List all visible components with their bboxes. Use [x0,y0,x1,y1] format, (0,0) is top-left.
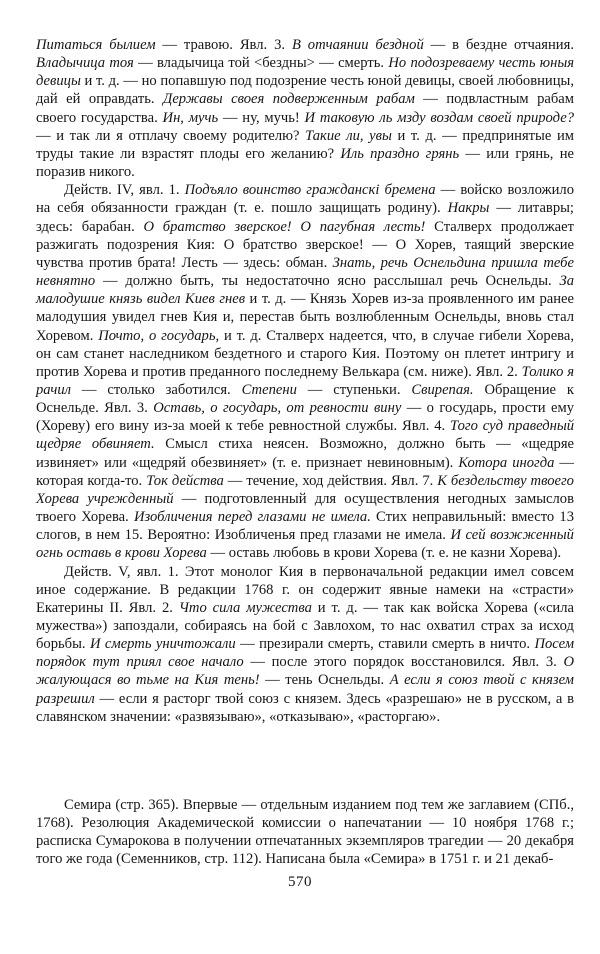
commentary-text: — если я расторг твой союз с князем. Здесь «разрешаю» не в русском, а в славянском значении: «развязываю», «отказываю», «расторгаю». [36,690,574,725]
commentary-text: и т. д. — предпринятые им труды такие ли взрастят плоды его желанию? [36,127,574,162]
commentary-paragraph [36,181,574,562]
commentary-text: — владычица той <бездны> — смерть. [133,55,389,72]
commentary-text: — столько заботился. [71,381,242,398]
commentary-text: — подвластным рабам своего государства. [36,91,575,126]
italic-citation: Степени [241,381,297,398]
italic-citation: Питаться былием [36,37,156,53]
commentary-text: Семира (стр. 365). Впервые — отдельным изданием под тем же заглавием (СПб., 1768). Резолюция Академической комиссии о напечатании — 10 ноября 1768 г.; расписка Сумарокова в получении отпечатанных экземпляров трагедии — 20 декабря того же года (Семенников, стр. 112). Написана была «Семира» в 1751 г. и 21 декаб- [36,797,574,868]
commentary-text: — ступеньки. [296,381,412,398]
italic-citation: Посем порядок тут приял свое начало [36,636,575,671]
commentary-text: Действ. V, явл. 1. Этот монолог Кия в первоначальной редакции имел совсем иное содержание. В редакции 1768 г. он содержит явные намеки на «страсти» Екатерины II. Явл. 2. [36,563,574,616]
commentary-text: — о государь, прости ему (Хореву) его вину из-за моей к тебе ревностной службы. Явл. 4. [36,400,574,435]
italic-citation: Ин, мучь [162,109,219,126]
italic-citation: К бездельству твоего Хорева учрежденный [36,472,574,507]
commentary-text: — тень Оснельды. [259,672,390,689]
commentary-text: Действ. IV, явл. 1. [64,182,185,199]
commentary-text: и т. д. Сталверх надеется, что, в случае гибели Хорева, он сам станет наследником бездетного и старого Кия. Поэтому он плетет интригу и против Хорева и против преданного последнему Велькара (см. ниже). Явл. 2. [36,327,574,380]
commentary-paragraph [36,36,574,181]
commentary-text: — течение, ход действия. Явл. 7. [223,472,438,489]
commentary-text: — подготовленный для осуществления негодных замыслов твоего Хорева. [36,490,574,526]
italic-citation: Оставь, о государь, от ревности вину [153,400,402,417]
commentary-text: Смысл стиха неясен. Возможно, должно быть — «щедряе извиняет» или «щедряй обезвиняет» (т. е. признает невиновным). [36,436,575,471]
italic-citation: И сей возжженный огнь оставь в крови Хорева [36,527,574,562]
commentary-text: — или грянь, не поразив никого. [36,145,574,181]
commentary-text: — литавры; здесь: барабан. [36,200,574,235]
italic-citation: Подъяло воинство гражданскі бремена [184,182,436,199]
commentary-text: и т. д. — но попавшую под подозрение честь юной девицы, своей любовницы, дай ей оправдать. [36,73,574,108]
page-number: 570 [288,874,312,890]
italic-citation: Того суд праведный щедряе обвиняет. [36,418,574,453]
semira-paragraph [36,796,574,869]
italic-citation: О жалующася во тьме на Кия тень! [36,654,574,689]
italic-citation: О братство зверское! О пагубная лесть! [143,218,426,235]
italic-citation: Почто, о государь, [98,327,220,344]
commentary-text: Обращение к Оснельде. Явл. 3. [36,381,574,417]
italic-citation: Изобличения перед глазами не имела. [134,509,371,526]
commentary-text: — должно быть, ты недостаточно ясно расслышал речь Оснельды. [95,273,560,290]
italic-citation: Накры [447,200,490,217]
italic-citation: Толико я рачил [36,363,574,398]
commentary-paragraph [36,563,574,726]
italic-citation: Иль праздно грянь [340,145,460,162]
commentary-text: — после этого порядок восстановился. Явл. 3. [243,654,564,671]
italic-citation: Свирепая. [411,381,474,398]
italic-citation: Ток действа [146,472,224,489]
italic-citation: Державы своея подверженным рабам [163,91,415,108]
italic-citation: Такие ли, увы [305,127,392,144]
italic-citation: И таковую ль мзду воздам своей природе? [304,109,574,126]
italic-citation: Знать, речь Оснельдина пришла тебе невнятно [36,254,574,290]
commentary-text: — оставь любовь в крови Хорева (т. е. не казни Хорева). [206,545,562,562]
commentary-text-block [36,36,574,726]
commentary-text: и т. д. — так как войска Хорева («сила мужества») запоздали, собираясь на бой с Завлохом, то нас охватил страх за исход борьбы. [36,599,574,653]
italic-citation: За малодушие князь видел Киев гнев [36,273,574,308]
italic-citation: В отчаянии бездной [291,37,424,53]
italic-citation: А если я союз твой с князем разрешил [36,672,574,707]
italic-citation: Но подозреваему честь юныя девицы [36,55,574,90]
italic-citation: И смерть уничтожали [89,636,236,653]
commentary-text: и т. д. — Князь Хорев из-за проявленного им ранее малодушия увидел гнев Кия и, перестав быть возлюбленным Оснельды, вновь стал Хоревом. [36,291,574,344]
commentary-text: — травою. Явл. 3. [155,37,292,53]
commentary-text: Сталверх продолжает разжигать подозрения Кия: О братство зверское! — О Хорев, таящий зверские чувства против брата! Лесть — здесь: обман. [36,218,574,271]
commentary-text: — войско возложило на себя обязанности граждан (т. е. пошло защищать родину). [36,182,574,217]
semira-commentary-block [36,796,574,869]
italic-citation: Владычица тоя [36,55,134,72]
commentary-text: — ну, мучь! [218,109,305,126]
commentary-text: — и так ли я отплачу своему родителю? [36,127,306,144]
commentary-text: — которая когда-то. [36,454,574,489]
commentary-text: Стих неправильный: вместо 13 слогов, в нем 15. Вероятно: Изобличенья пред глазами не имела. [36,509,574,544]
italic-citation: Котора иногда [458,454,555,471]
italic-citation: Что сила мужества [178,599,312,616]
commentary-text: — в бездне отчаяния. [423,37,574,53]
commentary-text: — презирали смерть, ставили смерть в ничто. [235,636,535,653]
